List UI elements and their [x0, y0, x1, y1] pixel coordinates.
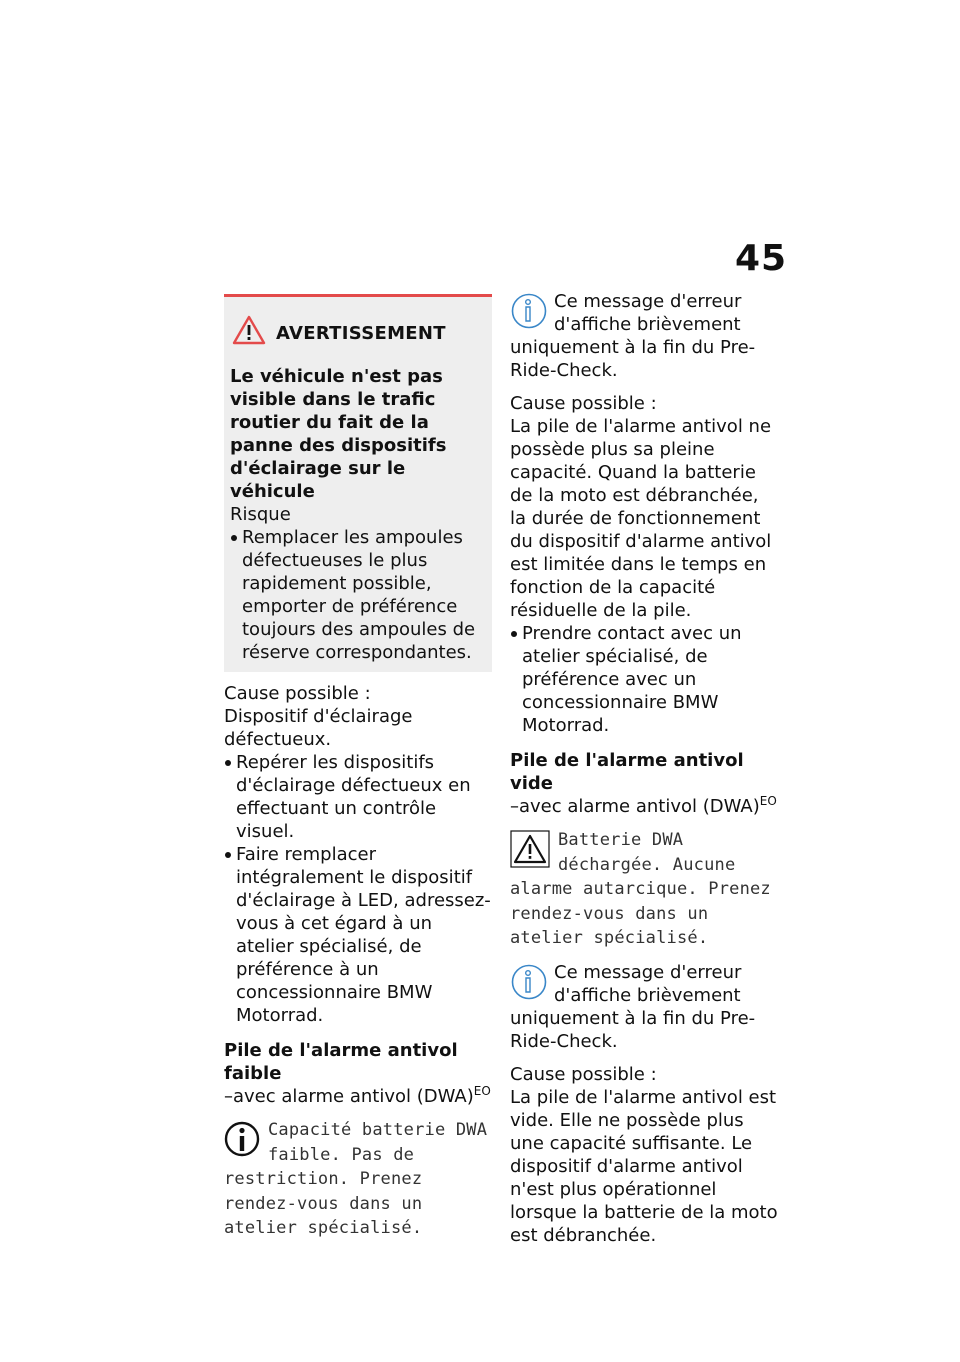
warning-bullets — [230, 526, 492, 664]
cause-label: Cause possible : — [510, 1063, 657, 1085]
warning-header — [232, 315, 492, 351]
cause-label: Cause possible : — [510, 393, 657, 414]
display-message — [510, 828, 778, 951]
list-item: Faire remplacer intégralement le dispositif d'éclairage à LED, adressez-vous à cet égard à un atelier spécialisé, de préférence à un concessionnaire BMW Motorrad. — [224, 843, 492, 1027]
info-outline-icon — [510, 963, 548, 1007]
eo-superscript: EO — [759, 794, 777, 808]
list-item: Repérer les dispositifs d'éclairage défectueux en effectuant un contrôle visuel. — [224, 751, 492, 843]
section-title: Pile de l'alarme antivol vide — [510, 750, 744, 794]
info-text: Ce message d'erreur d'affiche brièvement uniquement à la fin du Pre-Ride-Check. — [510, 291, 756, 381]
cause-text: La pile de l'alarme antivol est vide. Elle ne possède plus une capacité suffisante. Le dispositif d'alarme antivol n'est plus opérationnel lorsque la batterie de la moto est débranchée. — [510, 1086, 778, 1246]
section-subtitle: –avec alarme antivol (DWA)$^{EO}$ — [510, 794, 777, 817]
action-bullets — [224, 751, 492, 1027]
info-outline-icon — [510, 292, 548, 336]
page-number: 45 — [735, 238, 788, 279]
list-item: Remplacer les ampoules défectueuses le plus rapidement possible, emporter de préférence toujours des ampoules de réserve correspondantes. — [230, 526, 492, 664]
warning-title: AVERTISSEMENT — [276, 322, 446, 344]
eo-superscript: EO — [473, 1084, 491, 1098]
cause-text: La pile de l'alarme antivol ne possède plus sa pleine capacité. Quand la batterie de la moto est débranchée, la durée de fonctionnement du dispositif d'alarme antivol est limitée dans le temps en fonction de la capacité résiduelle de la pile. — [510, 416, 772, 621]
left-column — [224, 294, 492, 1241]
right-column — [510, 290, 778, 1247]
list-item: Prendre contact avec un atelier spécialisé, de préférence avec un concessionnaire BMW Motorrad. — [510, 622, 778, 737]
warning-triangle-icon — [510, 830, 550, 874]
info-note — [510, 961, 778, 1053]
warning-lead: Le véhicule n'est pas visible dans le trafic routier du fait de la panne des dispositifs d'éclairage sur le véhicule — [230, 366, 447, 502]
action-bullets — [510, 622, 778, 737]
section-subtitle: –avec alarme antivol (DWA)$^{EO}$ — [224, 1084, 491, 1107]
warning-triangle-icon — [232, 315, 266, 351]
info-text: Ce message d'erreur d'affiche brièvement uniquement à la fin du Pre-Ride-Check. — [510, 961, 756, 1052]
display-message — [224, 1118, 492, 1241]
info-icon — [224, 1120, 260, 1164]
warning-risk-label: Risque — [230, 504, 291, 525]
display-text: Capacité batterie DWA faible. Pas de restriction. Prenez rendez-vous dans un atelier spécialisé. — [224, 1120, 488, 1238]
display-text: Batterie DWA déchargée. Aucune alarme autarcique. Prenez rendez-vous dans un atelier spécialisé. — [510, 830, 771, 948]
cause-label: Cause possible : — [224, 683, 371, 704]
section-title: Pile de l'alarme antivol faible — [224, 1040, 458, 1084]
cause-text: Dispositif d'éclairage défectueux. — [224, 706, 413, 750]
info-note — [510, 290, 778, 382]
warning-box — [224, 294, 492, 672]
